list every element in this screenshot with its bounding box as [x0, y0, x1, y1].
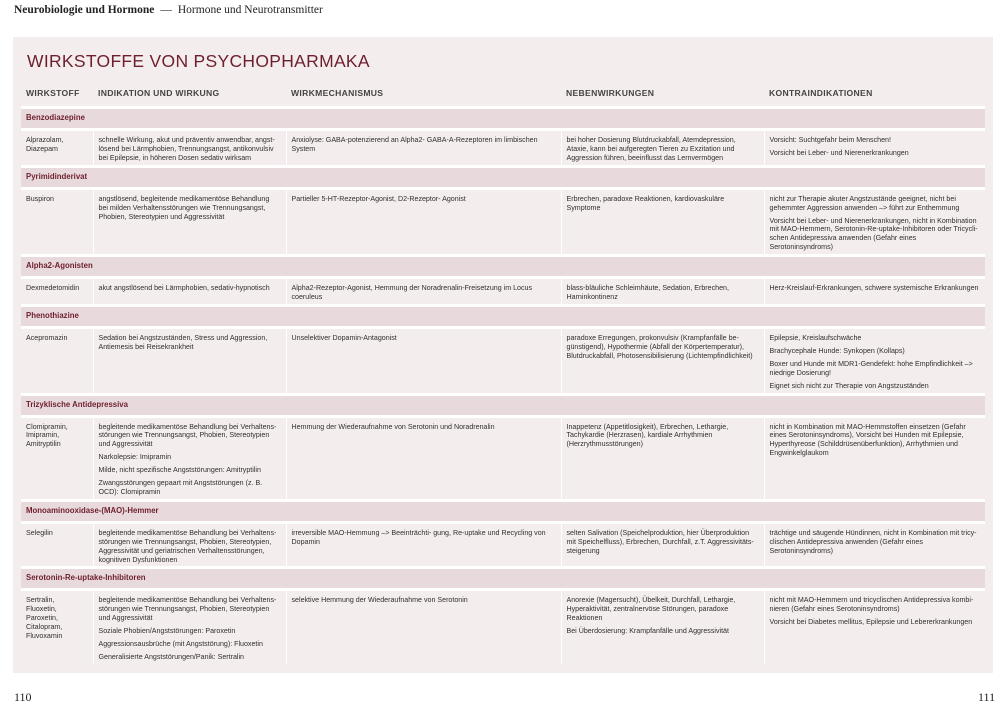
indikation-text: Zwangsstörungen gepaart mit Angststörungen (z. B. OCD): Clomipramin — [98, 479, 263, 496]
cell-kontraindikationen — [764, 278, 985, 306]
cell-wirkstoff — [21, 522, 93, 568]
cell-kontraindikationen — [764, 327, 985, 394]
col-header-indikation: INDIKATION UND WIRKUNG — [93, 84, 286, 108]
running-head — [14, 4, 323, 16]
wirkstoff-text: Imipramin, — [26, 431, 60, 440]
col-header-wirkstoff: WIRKSTOFF — [21, 84, 93, 108]
mechanismus-text: Partieller 5-HT-Rezeptor-Agonist, D2-Rezeptor- Agonist — [291, 194, 466, 203]
group-row — [21, 305, 985, 327]
wirkstoff-text: Fluvoxamin — [26, 632, 63, 641]
cell-kontraindikationen — [764, 590, 985, 664]
indikation-text: akut angstlösend bei Lärmphobien, sedativ-hypnotisch — [98, 284, 270, 293]
cell-indikation — [93, 522, 286, 568]
col-header-mechanismus: WIRKMECHANISMUS — [286, 84, 561, 108]
group-label: Alpha2-Agonisten — [21, 256, 985, 278]
group-row — [21, 166, 985, 188]
nebenwirkungen-text: Anorexie (Magersucht), Übelkeit, Durchfall, Lethargie, Hyperaktivität, zentralnervöse Störungen, paradoxe Reaktionen — [566, 596, 736, 623]
header-row — [21, 84, 985, 108]
cell-nebenwirkungen — [561, 278, 764, 306]
wirkstoff-text: Clomipramin, — [26, 422, 68, 431]
indikation-text: Sedation bei Angstzuständen, Stress und Aggression, Antiemesis bei Reisekrankheit — [98, 333, 268, 351]
col-header-nebenwirkungen: NEBENWIRKUNGEN — [561, 84, 764, 108]
cell-indikation — [93, 278, 286, 306]
cell-indikation — [93, 188, 286, 255]
kontraindikationen-text: Eignet sich nicht zur Therapie von Angstzuständen — [769, 381, 929, 390]
wirkstoff-text: Acepromazin — [26, 333, 68, 342]
wirkstoff-text: Diazepam — [26, 144, 58, 153]
wirkstoff-text: Paroxetin, — [26, 614, 58, 623]
kontraindikationen-text: trächtige und säugende Hündinnen, nicht in Kombination mit tricy- clischen Antidepressiva anwenden (Gefahr eines Serotoninsyndroms) — [769, 528, 977, 555]
wirkstoff-text: Buspiron — [26, 194, 54, 203]
nebenwirkungen-text: Bei Überdosierung: Krampfanfälle und Aggressivität — [566, 627, 729, 636]
group-label: Benzodiazepine — [21, 108, 985, 130]
group-row — [21, 394, 985, 416]
wirkstoff-text: Sertralin, — [26, 596, 55, 605]
wirkstoff-text: Alprazolam, — [26, 136, 64, 144]
cell-mechanismus — [286, 327, 561, 394]
indikation-text: begleitende medikamentöse Behandlung bei Verhaltens- störungen wie Trennungsangst, Phobien, Stereotypien und Aggressivität — [98, 596, 277, 623]
wirkstoff-text: Amitryptilin — [26, 440, 61, 449]
table-row — [21, 278, 985, 306]
cell-kontraindikationen — [764, 416, 985, 500]
group-row — [21, 256, 985, 278]
cell-kontraindikationen — [764, 522, 985, 568]
col-header-kontraindikationen: KONTRAINDIKATIONEN — [764, 84, 985, 108]
table-row — [21, 590, 985, 664]
table-row — [21, 130, 985, 167]
kontraindikationen-text: Brachycephale Hunde: Synkopen (Kollaps) — [769, 346, 905, 355]
cell-nebenwirkungen — [561, 590, 764, 664]
cell-nebenwirkungen — [561, 327, 764, 394]
chapter-title: Neurobiologie und Hormone — [14, 4, 155, 16]
indikation-text: Aggressionsausbrüche (mit Angststörung): Fluoxetin — [98, 640, 263, 649]
indikation-text: Generalisierte Angststörungen/Panik: Sertralin — [98, 653, 245, 661]
indikation-text: Soziale Phobien/Angststörungen: Paroxetin — [98, 627, 236, 636]
nebenwirkungen-text: paradoxe Erregungen, prokonvulsiv (Krampfanfälle be- günstigend), Hypothermie (Abfall der Körpertemperatur), Blutdruckabfall, Photosensibilisierung (Lichtempfindlichkeit) — [566, 333, 753, 360]
page-number-right: 111 — [978, 690, 996, 704]
wirkstoff-text: Citalopram, — [26, 623, 63, 632]
kontraindikationen-text: Vorsicht bei Leber- und Nierenerkrankungen, nicht in Kombination mit MAO-Hemmern, Serotonin-Re-uptake-Inhibitoren oder Tricycli- schen Antidepressiva anwenden (Gefahr eines Serotoninsyndroms) — [769, 216, 978, 252]
cell-indikation — [93, 130, 286, 167]
mechanismus-text: irreversible MAO-Hemmung –> Beeinträchti- gung, Re-uptake und Recycling von Dopamin — [291, 528, 546, 546]
group-label: Monoaminooxidase-(MAO)-Hemmer — [21, 500, 985, 522]
kontraindikationen-text: Boxer und Hunde mit MDR1-Gendefekt: hohe Empfindlichkeit –> niedrige Dosierung! — [769, 359, 973, 377]
kontraindikationen-text: Epilepsie, Kreislaufschwäche — [769, 333, 862, 342]
table-body — [21, 108, 985, 664]
cell-nebenwirkungen — [561, 522, 764, 568]
cell-indikation — [93, 416, 286, 500]
page-number-left: 110 — [14, 690, 32, 704]
indikation-text: Milde, nicht spezifische Angststörungen: Amitryptilin — [98, 466, 261, 475]
group-label: Serotonin-Re-uptake-Inhibitoren — [21, 568, 985, 590]
mechanismus-text: Alpha2-Rezeptor-Agonist, Hemmung der Noradrenalin-Freisetzung im Locus coeruleus — [291, 284, 533, 302]
table-panel — [13, 37, 993, 673]
cell-kontraindikationen — [764, 188, 985, 255]
table-row — [21, 522, 985, 568]
kontraindikationen-text: Vorsicht bei Leber- und Nierenerkrankungen — [769, 148, 909, 157]
section-title: Hormone und Neurotransmitter — [177, 4, 323, 16]
cell-mechanismus — [286, 278, 561, 306]
cell-mechanismus — [286, 416, 561, 500]
mechanismus-text: Unselektiver Dopamin-Antagonist — [291, 333, 397, 342]
kontraindikationen-text: Vorsicht: Suchtgefahr beim Menschen! — [769, 136, 891, 144]
cell-wirkstoff — [21, 327, 93, 394]
group-label: Phenothiazine — [21, 305, 985, 327]
table-row — [21, 188, 985, 255]
running-head-separator: — — [160, 4, 172, 16]
cell-wirkstoff — [21, 590, 93, 664]
group-label: Pyrimidinderivat — [21, 166, 985, 188]
cell-indikation — [93, 327, 286, 394]
cell-mechanismus — [286, 188, 561, 255]
table-row — [21, 416, 985, 500]
mechanismus-text: Anxiolyse: GABA-potenzierend an Alpha2- GABA-A-Rezeptoren im limbischen System — [291, 136, 538, 153]
cell-wirkstoff — [21, 416, 93, 500]
table-row — [21, 327, 985, 394]
cell-mechanismus — [286, 522, 561, 568]
kontraindikationen-text: Herz-Kreislauf-Erkrankungen, schwere systemische Erkrankungen — [769, 284, 979, 293]
kontraindikationen-text: Vorsicht bei Diabetes mellitus, Epilepsie und Lebererkrankungen — [769, 618, 973, 627]
indikation-text: begleitende medikamentöse Behandlung bei Verhaltens- störungen wie Trennungsangst, Phobien, Stereotypien und Aggressivität — [98, 422, 277, 449]
group-row — [21, 108, 985, 130]
group-row — [21, 568, 985, 590]
group-row — [21, 500, 985, 522]
cell-nebenwirkungen — [561, 188, 764, 255]
cell-wirkstoff — [21, 278, 93, 306]
cell-kontraindikationen — [764, 130, 985, 167]
nebenwirkungen-text: Erbrechen, paradoxe Reaktionen, kardiovaskuläre Symptome — [566, 194, 725, 212]
cell-nebenwirkungen — [561, 416, 764, 500]
cell-mechanismus — [286, 130, 561, 167]
nebenwirkungen-text: bei hoher Dosierung Blutdruckabfall, Atemdepression, Ataxie, kann bei aufgeregten Tieren zu Exzitation und Aggression führen, beeinflusst das Lernvermögen — [566, 136, 736, 162]
wirkstoff-text: Selegilin — [26, 528, 53, 537]
kontraindikationen-text: nicht in Kombination mit MAO-Hemmstoffen einsetzen (Gefahr eines Serotoninsyndroms), Vorsicht bei Hunden mit Epilepsie, Hyperthyreose (Schilddrüsenüberfunktion), Arrhythmien und Engwinkelglaukom — [769, 422, 966, 458]
drug-table — [21, 84, 985, 664]
kontraindikationen-text: nicht zur Therapie akuter Angstzustände geeignet, nicht bei gehemmter Aggression anwenden –> führt zur Enthemmung — [769, 194, 960, 212]
cell-mechanismus — [286, 590, 561, 664]
nebenwirkungen-text: selten Salivation (Speichelproduktion, hier Überproduktion mit Speichelfluss), Erbrechen, Durchfall, z.T. Aggressivitäts- steigerung — [566, 528, 754, 555]
indikation-text: schnelle Wirkung, akut und präventiv anwendbar, angst- lösend bei Lärmphobien, Trennungsangst, antikonvulsiv bei Epilepsie, in höheren Dosen sedativ wirksam — [98, 136, 275, 162]
indikation-text: begleitende medikamentöse Behandlung bei Verhaltens- störungen wie Trennungsangst, Phobien, Stereotypien, Aggressivität und geriatrischen Verhaltensstörungen, kognitiven Dysfunktionen — [98, 528, 277, 564]
nebenwirkungen-text: Inappetenz (Appetitlosigkeit), Erbrechen, Lethargie, Tachykardie (Herzrasen), kardiale Arrhythmien (Herzrythmusstörungen) — [566, 422, 729, 449]
indikation-text: Narkolepsie: Imipramin — [98, 453, 172, 462]
wirkstoff-text: Dexmedetomidin — [26, 284, 80, 293]
cell-wirkstoff — [21, 188, 93, 255]
nebenwirkungen-text: blass-bläuliche Schleimhäute, Sedation, Erbrechen, Harninkontinenz — [566, 284, 729, 302]
mechanismus-text: Hemmung der Wiederaufnahme von Serotonin und Noradrenalin — [291, 422, 495, 431]
cell-indikation — [93, 590, 286, 664]
page-title: WIRKSTOFFE VON PSYCHOPHARMAKA — [27, 51, 370, 71]
indikation-text: angstlösend, begleitende medikamentöse Behandlung bei milden Verhaltensstörungen wie Trennungsangst, Phobien, Stereotypien und Aggressivität — [98, 194, 270, 221]
wirkstoff-text: Fluoxetin, — [26, 605, 57, 614]
cell-wirkstoff — [21, 130, 93, 167]
mechanismus-text: selektive Hemmung der Wiederaufnahme von Serotonin — [291, 596, 468, 605]
cell-nebenwirkungen — [561, 130, 764, 167]
kontraindikationen-text: nicht mit MAO-Hemmern und tricyclischen Antidepressiva kombi- nieren (Gefahr eines Serotoninsyndroms) — [769, 596, 974, 614]
group-label: Trizyklische Antidepressiva — [21, 394, 985, 416]
